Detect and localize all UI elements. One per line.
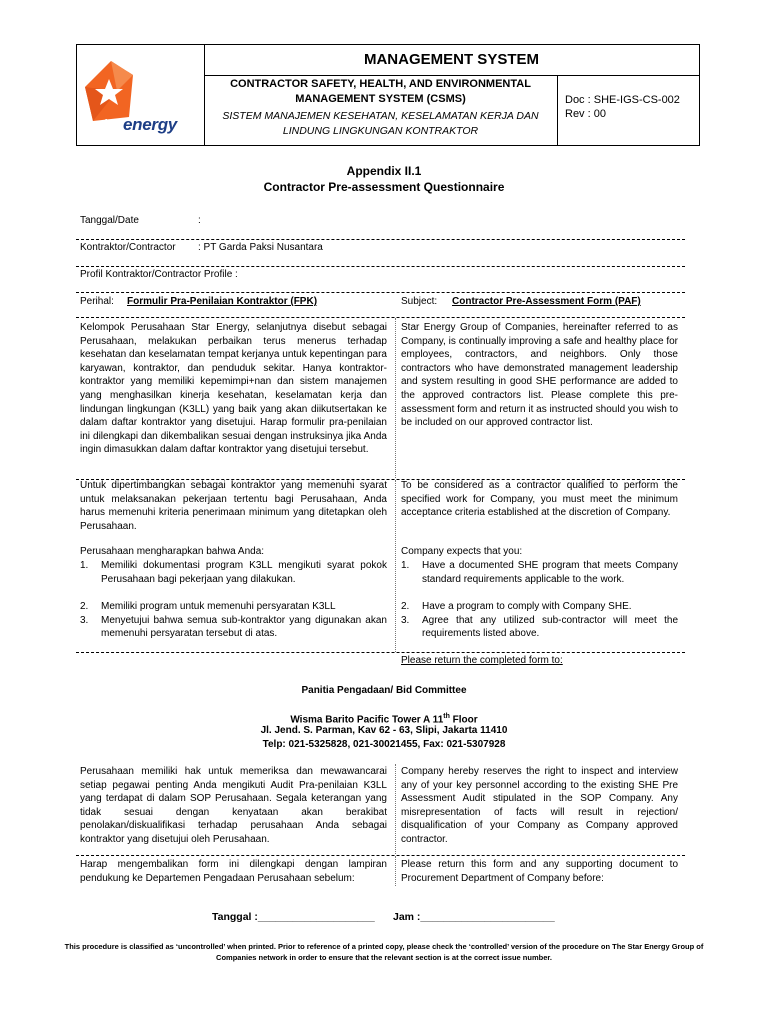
list-item: 2. Memiliki program untuk memenuhi persyaratan K3LL	[80, 601, 336, 612]
intro-text-id: Kelompok Perusahaan Star Energy, selanjutnya disebut sebagai Perusahaan, melakukan perbaikan terus menerus terhadap kesehatan dan keselamatan tempat kerjanya untuk kepentingan para karyawan, kontraktor, dan penduduk sekitar. Hanya kontraktor-kontraktor yang memiliki kepemimpi+nan dan sistem manajemen yang menghasilkan kinerja kesehatan, keselamatan kerja dan lindungan lingkungan (K3LL) yang baik yang akan diikutsertakan ke dalam daftar kontraktor yang disetujui. Harap formulir pra-penilaian ini dilengkapi dan dikembalikan sesuai dengan instruksinya jika Anda ingin dimasukkan dalam daftar kontraktor yang disetujui tersebut.	[80, 322, 387, 456]
doc-number: Doc : SHE-IGS-CS-002	[565, 94, 680, 106]
phone-fax: Telp: 021-5325828, 021-30021455, Fax: 021-5307928	[262, 739, 506, 750]
list-item: 1. Memiliki dokumentasi program K3LL mengikuti syarat pokok Perusahaan bagi pekerjaan yang dilakukan.	[80, 560, 387, 585]
list-item: 3. Menyetujui bahwa semua sub-kontraktor yang digunakan akan memenuhi persyaratan tersebut di atas.	[80, 614, 387, 640]
management-system-title: MANAGEMENT SYSTEM	[204, 45, 699, 76]
divider	[76, 266, 685, 267]
divider	[76, 652, 685, 653]
profile-label: Profil Kontraktor/Contractor Profile :	[80, 269, 238, 280]
list-item: 1. Have a documented SHE program that meets Company standard requirements applicable to the work.	[401, 560, 678, 585]
requirements-list-en	[401, 559, 678, 641]
subject-value: Contractor Pre-Assessment Form (PAF)	[452, 296, 641, 307]
csms-title-en: CONTRACTOR SAFETY, HEALTH, AND ENVIRONMENTAL MANAGEMENT SYSTEM (CSMS)	[230, 78, 531, 105]
contractor-label: Kontraktor/Contractor	[80, 242, 176, 253]
divider	[76, 855, 685, 856]
divider	[76, 239, 685, 240]
intro-text-en: Star Energy Group of Companies, hereinafter referred to as Company, is continually improving a safe and healthy place for employees, contractors, and neighbors. Only those contractors who have demonstrated management leadership and system resulting in good SHE performance are added to the approved contractors list. Please complete this pre-assessment form and return it as instructed should you wish to be included on our approved contractor list.	[401, 322, 678, 429]
star-energy-logo	[81, 57, 201, 137]
logo-cell	[77, 45, 205, 145]
questionnaire-title: Contractor Pre-assessment Questionnaire	[263, 180, 505, 194]
requirements-text-id: Untuk dipertimbangkan sebagai kontraktor yang memenuhi syarat untuk melaksanakan pekerjaan tertentu bagi Perusahaan, Anda harus memenuhi kriteria penerimaan minimum yang ditetapkan oleh Perusahaan.	[80, 480, 387, 532]
deadline-text-en: Please return this form and any supporting document to Procurement Department of Company before:	[401, 859, 678, 884]
divider	[76, 317, 685, 318]
street-address: Jl. Jend. S. Parman, Kav 62 - 63, Slipi, Jakarta 11410	[260, 725, 508, 736]
expects-label-id: Perusahaan mengharapkan bahwa Anda:	[80, 546, 265, 557]
date-field[interactable]: :	[198, 215, 201, 226]
bid-committee: Panitia Pengadaan/ Bid Committee	[301, 685, 467, 696]
column-separator	[395, 856, 396, 886]
perihal-label: Perihal:	[80, 296, 114, 307]
csms-title-cell	[204, 75, 558, 145]
subject-label: Subject:	[401, 296, 438, 307]
column-separator	[395, 318, 396, 478]
rights-text-en: Company hereby reserves the right to inspect and interview any of your key personnel according to the existing SHE Pre Assessment Audit stipulated in the SOP Company. Any misrepresentation of facts will result in rejection/ disqualification of your Company as Company approved contractor.	[401, 766, 678, 845]
list-item: 2. Have a program to comply with Company SHE.	[401, 601, 632, 612]
document-header	[76, 44, 700, 146]
building-address: Wisma Barito Pacific Tower A 11th Floor	[290, 713, 478, 726]
column-separator	[395, 764, 396, 854]
requirements-list-id	[80, 559, 387, 641]
contractor-field[interactable]: : PT Garda Paksi Nusantara	[198, 242, 323, 253]
rights-text-id: Perusahaan memiliki hak untuk memeriksa dan mewawancarai setiap pegawai penting Anda mengikuti Audit Pra-penilaian K3LL yang terdapat di dalam SOP Perusahaan. Segala keterangan yang tidak sesuai dengan kenyataan akan berakibat penolakan/diskualifikasi terhadap perusahaan Anda sebagai kontraktor yang disetujui oleh Perusahaan.	[80, 766, 387, 845]
list-item: 3. Agree that any utilized sub-contractor will meet the requirements listed above.	[401, 614, 678, 640]
deadline-text-id: Harap mengembalikan form ini dilengkapi dengan lampiran pendukung ke Departemen Pengadaan Perusahaan sebelum:	[80, 859, 387, 884]
doc-info-cell	[557, 75, 699, 145]
column-separator	[395, 480, 396, 652]
date-label: Tanggal/Date	[80, 215, 139, 226]
appendix-title: Appendix II.1	[346, 164, 422, 178]
revision-number: Rev : 00	[565, 108, 606, 120]
return-label: Please return the completed form to:	[401, 655, 563, 666]
csms-title-id: SISTEM MANAJEMEN KESEHATAN, KESELAMATAN KERJA DAN LINDUNG LINGKUNGAN KONTRAKTOR	[222, 110, 539, 137]
logo-wordmark: starenergy	[93, 115, 177, 134]
requirements-text-en: To be considered as a contractor qualified to perform the specified work for Company, you must meet the minimum acceptance criteria established at the discretion of Company.	[401, 480, 678, 519]
footer-notice: This procedure is classified as ‘uncontrolled’ when printed. Prior to reference of a printed copy, please check the ‘controlled’ version of the procedure on The Star Energy Group of Companies network in order to ensure that the relevant section is at the correct issue number.	[64, 942, 704, 962]
time-signature-field[interactable]: Jam :_______________________	[393, 911, 555, 923]
expects-label-en: Company expects that you:	[401, 546, 523, 557]
date-signature-field[interactable]: Tanggal :____________________	[212, 911, 375, 923]
perihal-value: Formulir Pra-Penilaian Kontraktor (FPK)	[127, 296, 318, 307]
divider	[76, 292, 685, 293]
